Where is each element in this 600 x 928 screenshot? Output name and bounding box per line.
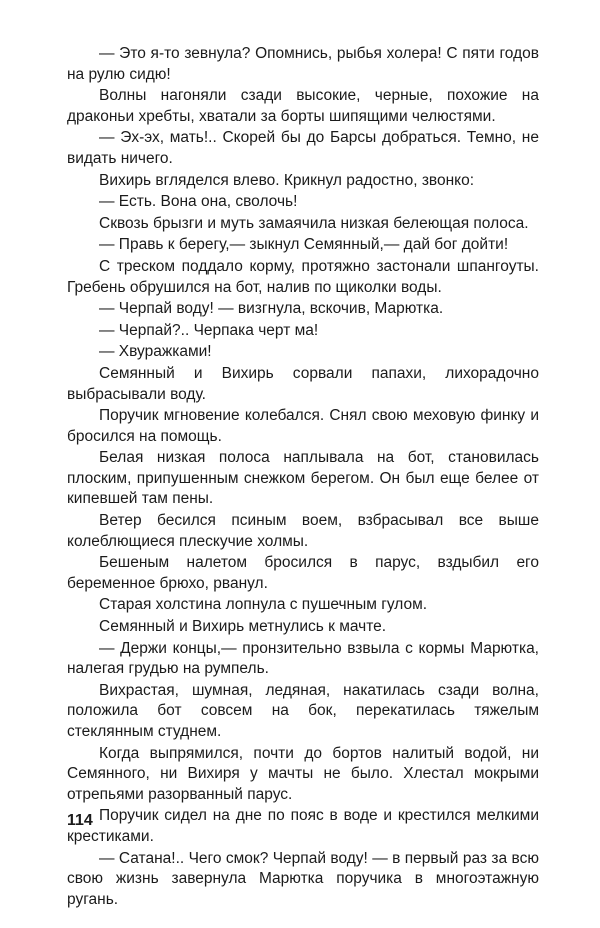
paragraph: Ветер бесился псиным воем, взбрасывал все выше колеблющиеся плескучие холмы. (67, 512, 539, 550)
paragraph: Поручик мгновение колебался. Снял свою меховую финку и бросился на помощь. (67, 407, 539, 445)
paragraph: Волны нагоняли сзади высокие, черные, похожие на драконьи хребты, хватали за борты шипящими челюстями. (67, 87, 539, 125)
paragraph: — Правь к берегу,— зыкнул Семянный,— дай бог дойти! (99, 236, 509, 254)
paragraph: Когда выпрямился, почти до бортов налитый водой, ни Семянного, ни Вихиря у мачты не было. Хлестал мокрыми отрепьями разорванный парус. (67, 744, 539, 803)
paragraph: — Сатана!.. Чего смок? Черпай воду! — в первый раз за всю свою жизнь завернула Марютка поручика в многоэтажную ругань. (67, 849, 539, 908)
paragraph: Вихирь вгляделся влево. Крикнул радостно, звонко: (99, 171, 475, 189)
paragraph: — Есть. Вона она, сволочь! (99, 193, 298, 211)
paragraph: Бешеным налетом бросился в парус, вздыбил его беременное брюхо, рванул. (67, 554, 539, 592)
paragraph: Старая холстина лопнула с пушечным гулом. (99, 596, 428, 614)
paragraph: Вихрастая, шумная, ледяная, накатилась сзади волна, положила бот совсем на бок, перекатилась тяжелым стеклянным студнем. (67, 681, 539, 740)
paragraph: — Черпай воду! — визгнула, вскочив, Марютка. (99, 300, 444, 318)
paragraph: Белая низкая полоса наплывала на бот, становилась плоским, припушенным снежком берегом. Он был еще белее от кипевшей там пены. (67, 449, 539, 508)
page-number: 114 (67, 812, 93, 829)
paragraph: Семянный и Вихирь метнулись к мачте. (99, 618, 387, 636)
paragraph: Семянный и Вихирь сорвали папахи, лихорадочно выбрасывали воду. (67, 364, 539, 403)
paragraph: — Черпай?.. Черпака черт ма! (99, 321, 319, 339)
paragraph: Поручик сидел на дне по пояс в воде и крестился мелкими крестиками. (67, 807, 539, 845)
paragraph: Сквозь брызги и муть замаячила низкая белеющая полоса. (99, 214, 529, 232)
paragraph: — Это я-то зевнула? Опомнись, рыбья холера! С пяти годов на рулю сидю! (67, 45, 539, 83)
paragraph: — Хвуражками! (99, 343, 212, 361)
paragraph: — Эх-эх, мать!.. Скорей бы до Барсы добраться. Темно, не видать ничего. (67, 129, 539, 167)
page-text (67, 44, 539, 911)
paragraph: — Держи концы,— пронзительно взвыла с кормы Марютка, налегая грудью на румпель. (67, 639, 539, 678)
paragraph: С треском поддало корму, протяжно застонали шпангоуты. Гребень обрушился на бот, налив по щиколки воды. (67, 257, 539, 296)
